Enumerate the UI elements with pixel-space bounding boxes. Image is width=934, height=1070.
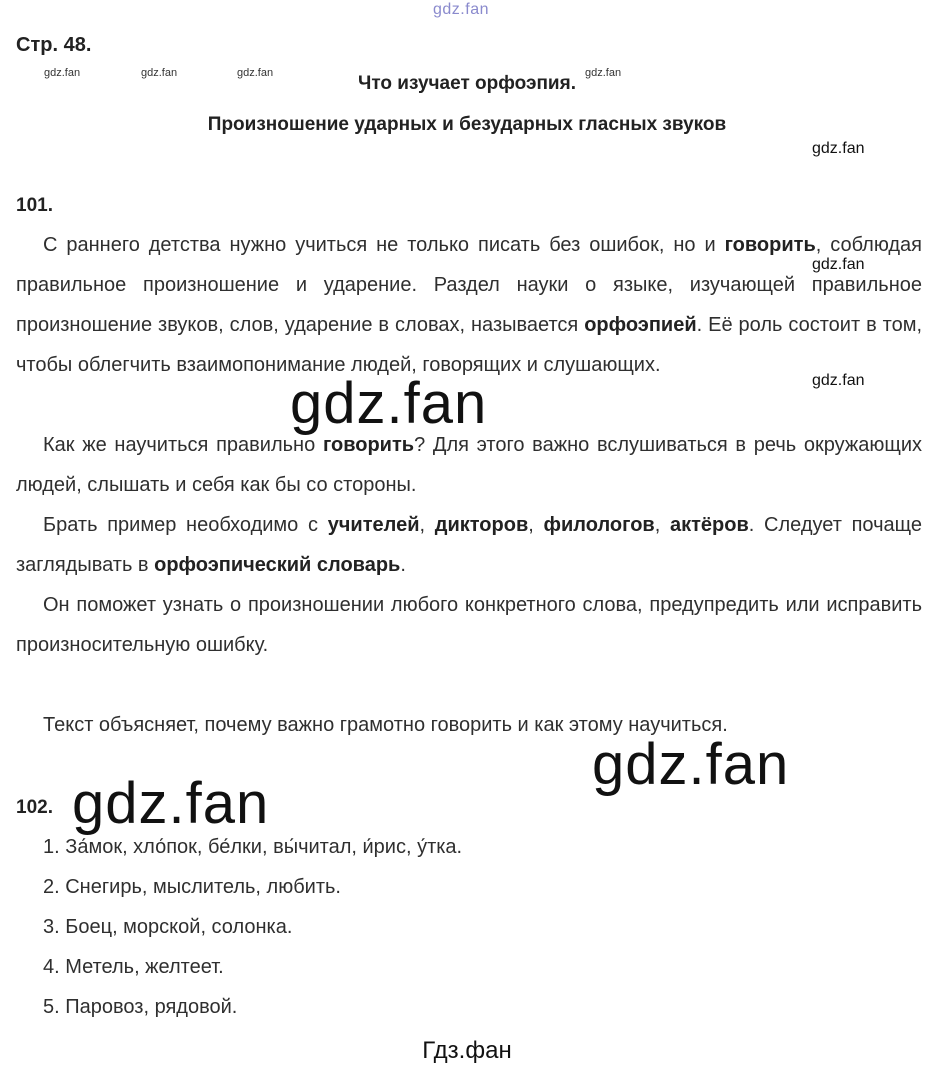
watermark-right: gdz.fan	[812, 256, 865, 273]
bold-term: актёров	[669, 514, 749, 536]
answer-item: 4. Метель, желтеет.	[43, 956, 224, 978]
paragraph-4: Он поможет узнать о произношении любого конкретного слова, предупредить или исправить произносительную ошибку.	[16, 594, 922, 656]
task-number-101: 101.	[16, 195, 53, 216]
watermark-small: gdz.fan	[585, 67, 622, 79]
task-number-102: 102.	[16, 797, 53, 818]
answer-item: 3. Боец, морской, солонка.	[43, 916, 293, 938]
watermark-small: gdz.fan	[44, 67, 81, 79]
footer-watermark: Гдз.фан	[422, 1037, 512, 1064]
section-subtitle: Произношение ударных и безударных гласных звуков	[207, 114, 727, 135]
watermark-top: gdz.fan	[433, 1, 489, 18]
page-reference: Стр. 48.	[16, 34, 92, 56]
paragraph-3: Брать пример необходимо с учителей, дикторов, филологов, актёров. Следует почаще заглядывать в орфоэпический словарь.	[16, 514, 922, 576]
bold-term: орфоэпией	[584, 314, 697, 336]
bold-term: филологов	[543, 514, 655, 536]
paragraph-2: Как же научиться правильно говорить? Для этого важно вслушиваться в речь окружающих людей, слышать и себя как бы со стороны.	[16, 434, 923, 496]
watermark-small: gdz.fan	[237, 67, 274, 79]
watermark-large: gdz.fan	[592, 732, 790, 797]
section-title: Что изучает орфоэпия.	[358, 73, 576, 94]
paragraph-1: С раннего детства нужно учиться не только писать без ошибок, но и говорить, соблюдая правильное произношение и ударение. Раздел науки о языке, изучающей правильное произношение звуков, слов, ударение в словах, называется орфоэпией. Её роль состоит в том, чтобы облегчить взаимопонимание людей, говорящих и слушающих.	[16, 234, 923, 376]
answer-item: 2. Снегирь, мыслитель, любить.	[43, 876, 341, 898]
watermark-right: gdz.fan	[812, 372, 865, 389]
bold-term: дикторов	[434, 514, 529, 536]
watermark-small: gdz.fan	[141, 67, 178, 79]
paragraph-conclusion: Текст объясняет, почему важно грамотно говорить и как этому научиться.	[43, 714, 728, 736]
bold-term: говорить	[322, 434, 415, 456]
watermark-large: gdz.fan	[290, 371, 488, 436]
bold-term: говорить	[724, 234, 816, 256]
answer-item: 5. Паровоз, рядовой.	[43, 996, 238, 1018]
bold-term: учителей	[327, 514, 420, 536]
watermark-large: gdz.fan	[72, 771, 270, 836]
answer-item: 1. За́мок, хло́пок, бе́лки, вы́читал, и́рис, у́тка.	[43, 836, 463, 858]
bold-term: орфоэпический словарь	[154, 554, 401, 576]
watermark-right: gdz.fan	[812, 140, 865, 157]
